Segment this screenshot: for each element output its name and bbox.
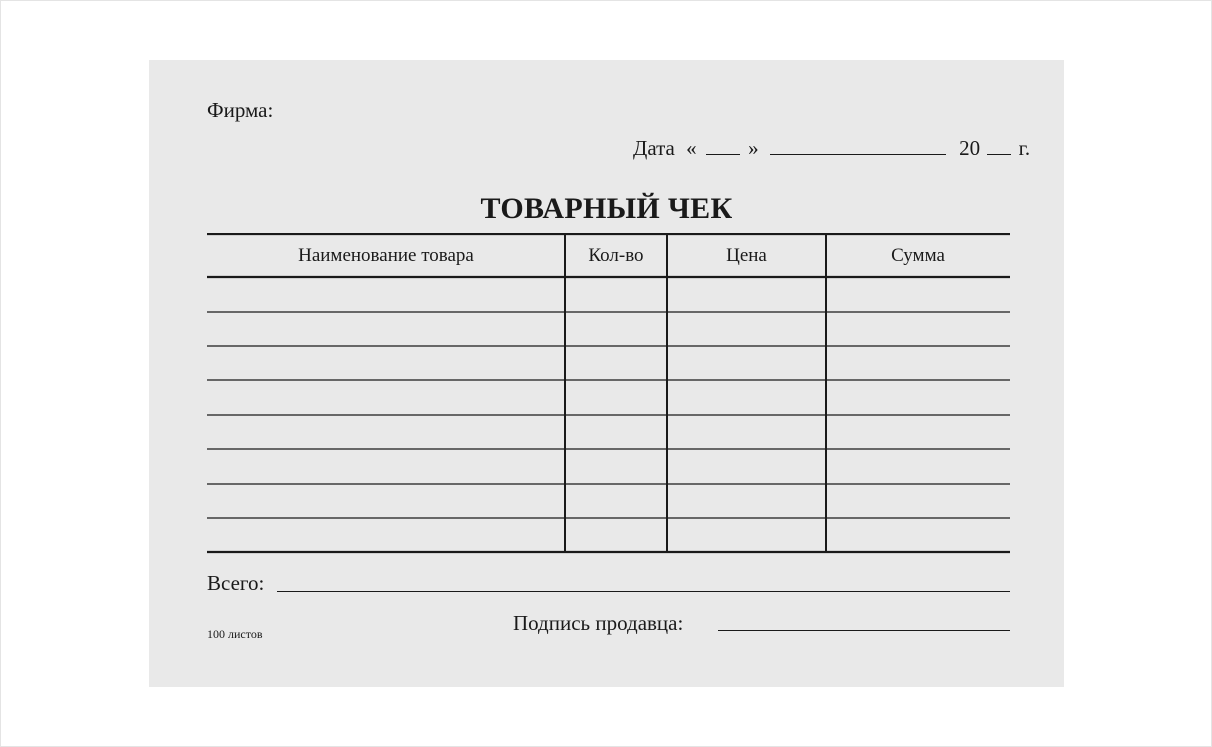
column-header-name: Наименование товара [298,245,474,266]
column-header-price: Цена [726,245,767,266]
signature-blank[interactable] [718,630,1010,631]
receipt-title: ТОВАРНЫЙ ЧЕК [480,192,733,225]
date-label: Дата [633,136,675,160]
year-prefix: 20 [959,136,981,160]
column-header-qty: Кол-во [588,245,644,266]
signature-label: Подпись продавца: [513,611,684,635]
year-blank[interactable] [987,140,1011,155]
quote-open: « [686,136,697,160]
column-header-sum: Сумма [891,245,945,266]
total-label: Всего: [207,571,265,595]
sheets-note: 100 листов [207,627,263,641]
day-blank[interactable] [706,140,740,155]
quote-close: » [748,136,759,160]
year-suffix: г. [1018,136,1031,160]
receipt-form [149,60,1064,687]
total-blank[interactable] [277,591,1010,592]
date-row [633,136,1030,161]
firm-label: Фирма: [207,98,274,122]
table-grid [207,233,1013,557]
month-blank[interactable] [770,140,946,155]
items-table [207,233,1013,557]
